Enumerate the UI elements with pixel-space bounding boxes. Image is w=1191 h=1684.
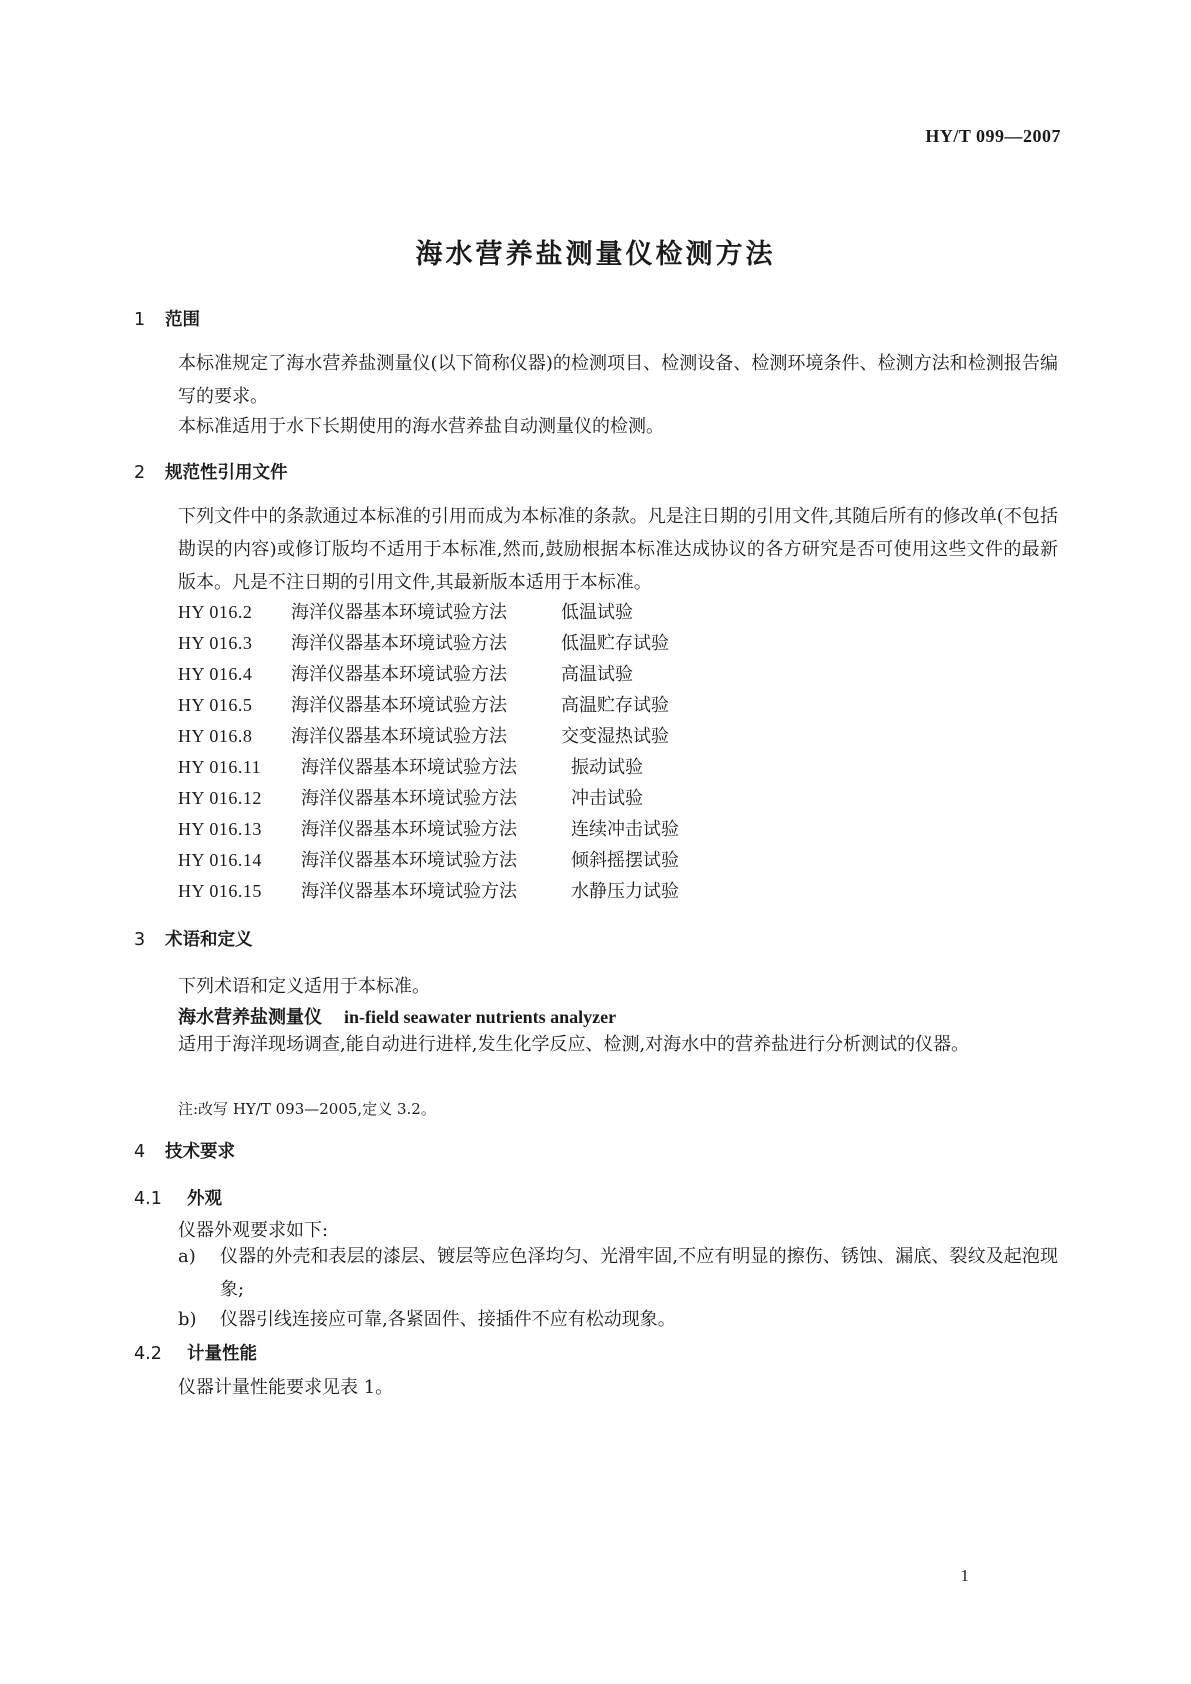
term-english: in-field seawater nutrients analyzer — [344, 1007, 617, 1027]
section-1-heading — [134, 306, 200, 331]
section-4-2-text: 仪器计量性能要求见表 1。 — [178, 1377, 394, 1398]
section-title: 技术要求 — [165, 1142, 235, 1162]
reference-item: HY 016.13 海洋仪器基本环境试验方法 连续冲击试验 — [178, 819, 679, 840]
reference-item: HY 016.5 海洋仪器基本环境试验方法 高温贮存试验 — [178, 695, 669, 716]
section-title: 术语和定义 — [165, 930, 253, 950]
section-4-1-heading — [134, 1185, 222, 1210]
reference-item: HY 016.11 海洋仪器基本环境试验方法 振动试验 — [178, 757, 643, 778]
list-item: a) 仪器的外壳和表层的漆层、镀层等应色泽均匀、光滑牢固,不应有明显的擦伤、锈蚀、漏底、裂纹及起泡现象; — [178, 1246, 1058, 1300]
section-title: 规范性引用文件 — [165, 463, 288, 483]
section-3-heading — [134, 926, 253, 951]
section-number: 4.2 — [134, 1344, 162, 1364]
reference-item: HY 016.3 海洋仪器基本环境试验方法 低温贮存试验 — [178, 633, 669, 654]
term-note: 注:改写 HY/T 093—2005,定义 3.2。 — [178, 1100, 436, 1118]
standard-code: HY/T 099—2007 — [925, 126, 1061, 146]
section-2-intro: 下列文件中的条款通过本标准的引用而成为本标准的条款。凡是注日期的引用文件,其随后所有的修改单(不包括勘误的内容)或修订版均不适用于本标准,然而,鼓励根据本标准达成协议的各方研究是否可使用这些文件的最新版本。凡是不注日期的引用文件,其最新版本适用于本标准。 — [178, 506, 1058, 593]
section-number: 2 — [134, 463, 146, 483]
section-title: 范围 — [165, 310, 200, 330]
reference-item: HY 016.8 海洋仪器基本环境试验方法 交变湿热试验 — [178, 726, 669, 747]
reference-item: HY 016.4 海洋仪器基本环境试验方法 高温试验 — [178, 664, 633, 685]
section-3-intro: 下列术语和定义适用于本标准。 — [178, 976, 430, 997]
section-1-paragraph-2: 本标准适用于水下长期使用的海水营养盐自动测量仪的检测。 — [178, 416, 664, 437]
reference-item: HY 016.15 海洋仪器基本环境试验方法 水静压力试验 — [178, 881, 679, 902]
list-item: b) 仪器引线连接应可靠,各紧固件、接插件不应有松动现象。 — [178, 1309, 676, 1330]
section-1-paragraph-1: 本标准规定了海水营养盐测量仪(以下简称仪器)的检测项目、检测设备、检测环境条件、检测方法和检测报告编写的要求。 — [178, 353, 1058, 407]
section-4-heading — [134, 1138, 235, 1163]
section-number: 4.1 — [134, 1189, 162, 1209]
reference-item: HY 016.14 海洋仪器基本环境试验方法 倾斜摇摆试验 — [178, 850, 679, 871]
page-title: 海水营养盐测量仪检测方法 — [415, 239, 776, 270]
section-2-heading — [134, 459, 288, 484]
reference-item: HY 016.2 海洋仪器基本环境试验方法 低温试验 — [178, 602, 633, 623]
reference-item: HY 016.12 海洋仪器基本环境试验方法 冲击试验 — [178, 788, 643, 809]
term-entry — [178, 1003, 616, 1029]
section-title: 外观 — [187, 1189, 222, 1209]
section-4-2-heading — [134, 1340, 257, 1365]
section-number: 3 — [134, 930, 146, 950]
term-chinese: 海水营养盐测量仪 — [178, 1007, 322, 1028]
section-4-1-intro: 仪器外观要求如下: — [178, 1220, 329, 1241]
term-definition: 适用于海洋现场调查,能自动进行进样,发生化学反应、检测,对海水中的营养盐进行分析测试的仪器。 — [178, 1034, 970, 1055]
section-number: 4 — [134, 1142, 146, 1162]
section-number: 1 — [134, 310, 146, 330]
section-title: 计量性能 — [187, 1344, 257, 1364]
page-number: 1 — [960, 1566, 969, 1585]
